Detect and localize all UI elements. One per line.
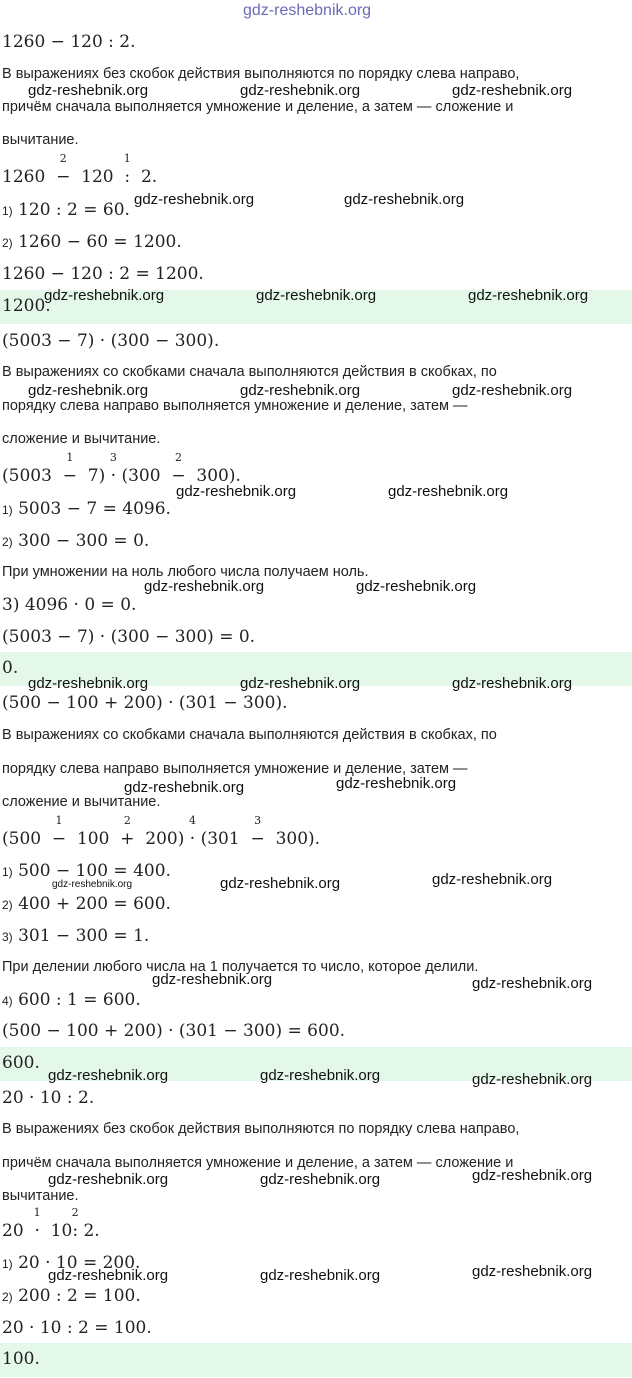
watermark: gdz-reshebnik.org: [220, 875, 341, 892]
task3-answer: 600.: [0, 1047, 632, 1081]
watermark: gdz-reshebnik.org: [344, 191, 465, 208]
task2-step-3: 3) 4096 · 0 = 0.: [2, 595, 137, 615]
watermark: gdz-reshebnik.org: [240, 382, 361, 399]
watermark: gdz-reshebnik.org: [452, 82, 573, 99]
watermark: gdz-reshebnik.org: [260, 1171, 381, 1188]
task1-final: 1260 − 120 : 2 = 1200.: [2, 264, 204, 284]
watermark: gdz-reshebnik.org: [260, 1267, 381, 1284]
watermark: gdz-reshebnik.org: [468, 287, 589, 304]
watermark: gdz-reshebnik.org: [124, 779, 245, 796]
task2-rule-line2: порядку слева направо выполняется умножение и деление, затем —: [2, 398, 468, 414]
watermark: gdz-reshebnik.org: [260, 1067, 381, 1084]
watermark: gdz-reshebnik.org: [152, 971, 273, 988]
watermark: gdz-reshebnik.org: [28, 382, 149, 399]
watermark: gdz-reshebnik.org: [144, 578, 265, 595]
task3-step-4: 4) 600 : 1 = 600.: [2, 990, 141, 1010]
task3-order-expression: (500 − 1 100 + 2 200) · 4 (301 − 3 300).: [2, 814, 321, 849]
task4-final: 20 · 10 : 2 = 100.: [2, 1318, 152, 1338]
task3-rule-line3: сложение и вычитание.: [2, 794, 161, 810]
task3-step-3: 3) 301 − 300 = 1.: [2, 926, 150, 946]
watermark: gdz-reshebnik.org: [256, 287, 377, 304]
watermark: gdz-reshebnik.org: [452, 675, 573, 692]
watermark: gdz-reshebnik.org: [472, 975, 593, 992]
watermark: gdz-reshebnik.org: [240, 675, 361, 692]
task3-rule-line2: порядку слева направо выполняется умножение и деление, затем —: [2, 761, 468, 777]
task1-rule-line2: причём сначала выполняется умножение и деление, а затем — сложение и: [2, 99, 514, 115]
task3-step-2: 2) 400 + 200 = 600.: [2, 894, 171, 914]
task3-note: При делении любого числа на 1 получается то число, которое делили.: [2, 959, 479, 975]
watermark: gdz-reshebnik.org: [134, 191, 255, 208]
task2-rule-line3: сложение и вычитание.: [2, 431, 161, 447]
watermark: gdz-reshebnik.org: [28, 82, 149, 99]
task4-expression: 20 · 10 : 2.: [2, 1088, 95, 1108]
task4-step-2: 2) 200 : 2 = 100.: [2, 1286, 141, 1306]
task3-final: (500 − 100 + 200) · (301 − 300) = 600.: [2, 1021, 346, 1041]
task1-step-2: 2) 1260 − 60 = 1200.: [2, 232, 182, 252]
task4-rule-line3: вычитание.: [2, 1188, 79, 1204]
watermark: gdz-reshebnik.org: [240, 82, 361, 99]
task4-rule-line2: причём сначала выполняется умножение и деление, а затем — сложение и: [2, 1155, 514, 1171]
watermark: gdz-reshebnik.org: [452, 382, 573, 399]
watermark: gdz-reshebnik.org: [48, 1171, 169, 1188]
task4-step-1: 1) 20 · 10 = 200.: [2, 1253, 141, 1273]
watermark: gdz-reshebnik.org: [28, 675, 149, 692]
watermark: gdz-reshebnik.org: [472, 1167, 593, 1184]
task4-rule-line1: В выражениях без скобок действия выполняются по порядку слева направо,: [2, 1121, 520, 1137]
watermark: gdz-reshebnik.org: [356, 578, 477, 595]
task2-final: (5003 − 7) · (300 − 300) = 0.: [2, 627, 256, 647]
task3-expression: (500 − 100 + 200) · (301 − 300).: [2, 693, 288, 713]
watermark: gdz-reshebnik.org: [48, 1067, 169, 1084]
task3-step-1: 1) 500 − 100 = 400.: [2, 861, 171, 881]
watermark: gdz-reshebnik.org: [472, 1263, 593, 1280]
task2-note: При умножении на ноль любого числа получаем ноль.: [2, 564, 369, 580]
watermark: gdz-reshebnik.org: [432, 871, 553, 888]
watermark: gdz-reshebnik.org: [48, 1267, 169, 1284]
watermark: gdz-reshebnik.org: [176, 483, 297, 500]
task1-expression: 1260 − 120 : 2.: [2, 32, 136, 52]
watermark: gdz-reshebnik.org: [336, 775, 457, 792]
task1-order-expression: 1260 − 2 120 : 1 2.: [2, 152, 158, 187]
task2-step-2: 2) 300 − 300 = 0.: [2, 531, 150, 551]
task3-rule-line1: В выражениях со скобками сначала выполняются действия в скобках, по: [2, 727, 497, 743]
watermark: gdz-reshebnik.org: [44, 287, 165, 304]
task2-answer: 0.: [0, 652, 632, 686]
watermark: gdz-reshebnik.org: [52, 879, 133, 890]
watermark: gdz-reshebnik.org: [388, 483, 509, 500]
watermark: gdz-reshebnik.org: [472, 1071, 593, 1088]
site-header-link[interactable]: gdz-reshebnik.org: [243, 2, 372, 19]
task4-order-expression: 20 · 1 10: 2 2.: [2, 1206, 100, 1241]
task1-rule-line1: В выражениях без скобок действия выполняются по порядку слева направо,: [2, 66, 520, 82]
task4-answer: 100.: [0, 1343, 632, 1377]
task2-order-expression: (5003 − 1 7) · 3 (300 − 2 300).: [2, 451, 241, 486]
task2-rule-line1: В выражениях со скобками сначала выполняются действия в скобках, по: [2, 364, 497, 380]
task2-expression: (5003 − 7) · (300 − 300).: [2, 331, 220, 351]
task1-rule-line3: вычитание.: [2, 132, 79, 148]
task2-step-1: 1) 5003 − 7 = 4096.: [2, 499, 171, 519]
task1-step-1: 1) 120 : 2 = 60.: [2, 200, 130, 220]
task1-answer: 1200.: [0, 290, 632, 324]
